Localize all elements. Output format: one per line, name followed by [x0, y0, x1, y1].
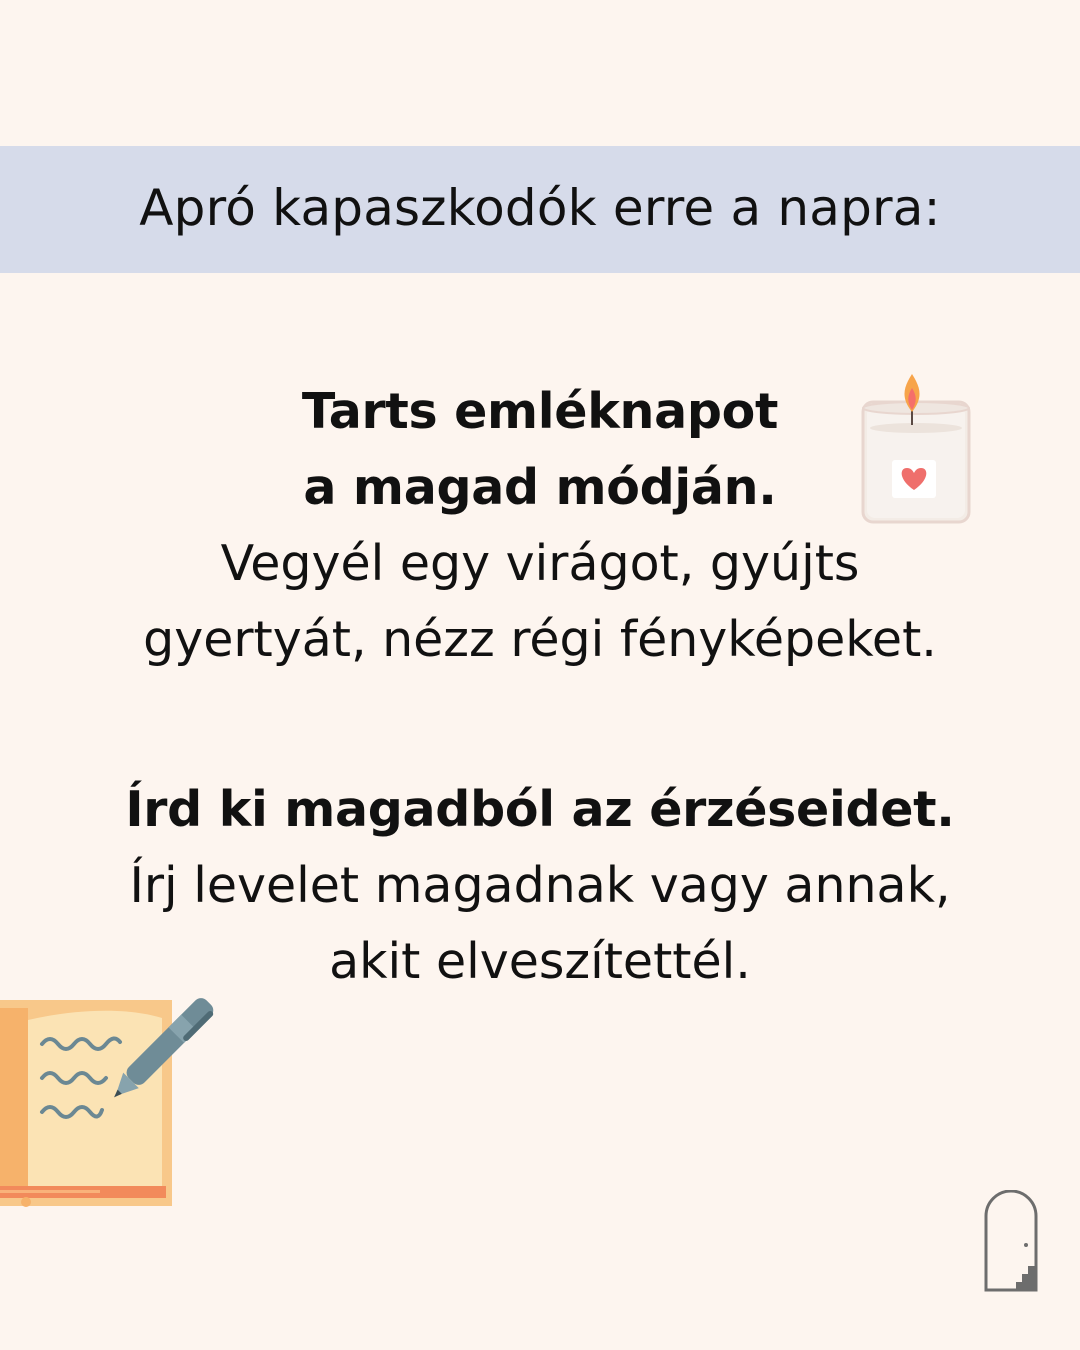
header-banner: [0, 146, 1080, 273]
tip1-heading-line2: a magad módján.: [303, 459, 777, 516]
notebook-pen-icon: [0, 990, 225, 1215]
tip1-heading-line1: Tarts emléknapot: [301, 383, 779, 440]
tip1-body-line2: gyertyát, nézz régi fényképeket.: [143, 611, 937, 668]
tip2-body-line1: Írj levelet magadnak vagy annak,: [129, 857, 951, 914]
page-title: Apró kapaszkodók erre a napra:: [139, 178, 941, 237]
candle-icon: [855, 370, 975, 530]
tip1-body-line1: Vegyél egy virágot, gyújts: [220, 535, 860, 592]
door-logo-icon: [982, 1190, 1040, 1294]
tip2-heading: Írd ki magadból az érzéseidet.: [125, 781, 955, 838]
tip-write-feelings: [0, 772, 1080, 1000]
tip2-body-line2: akit elveszítettél.: [329, 933, 751, 990]
